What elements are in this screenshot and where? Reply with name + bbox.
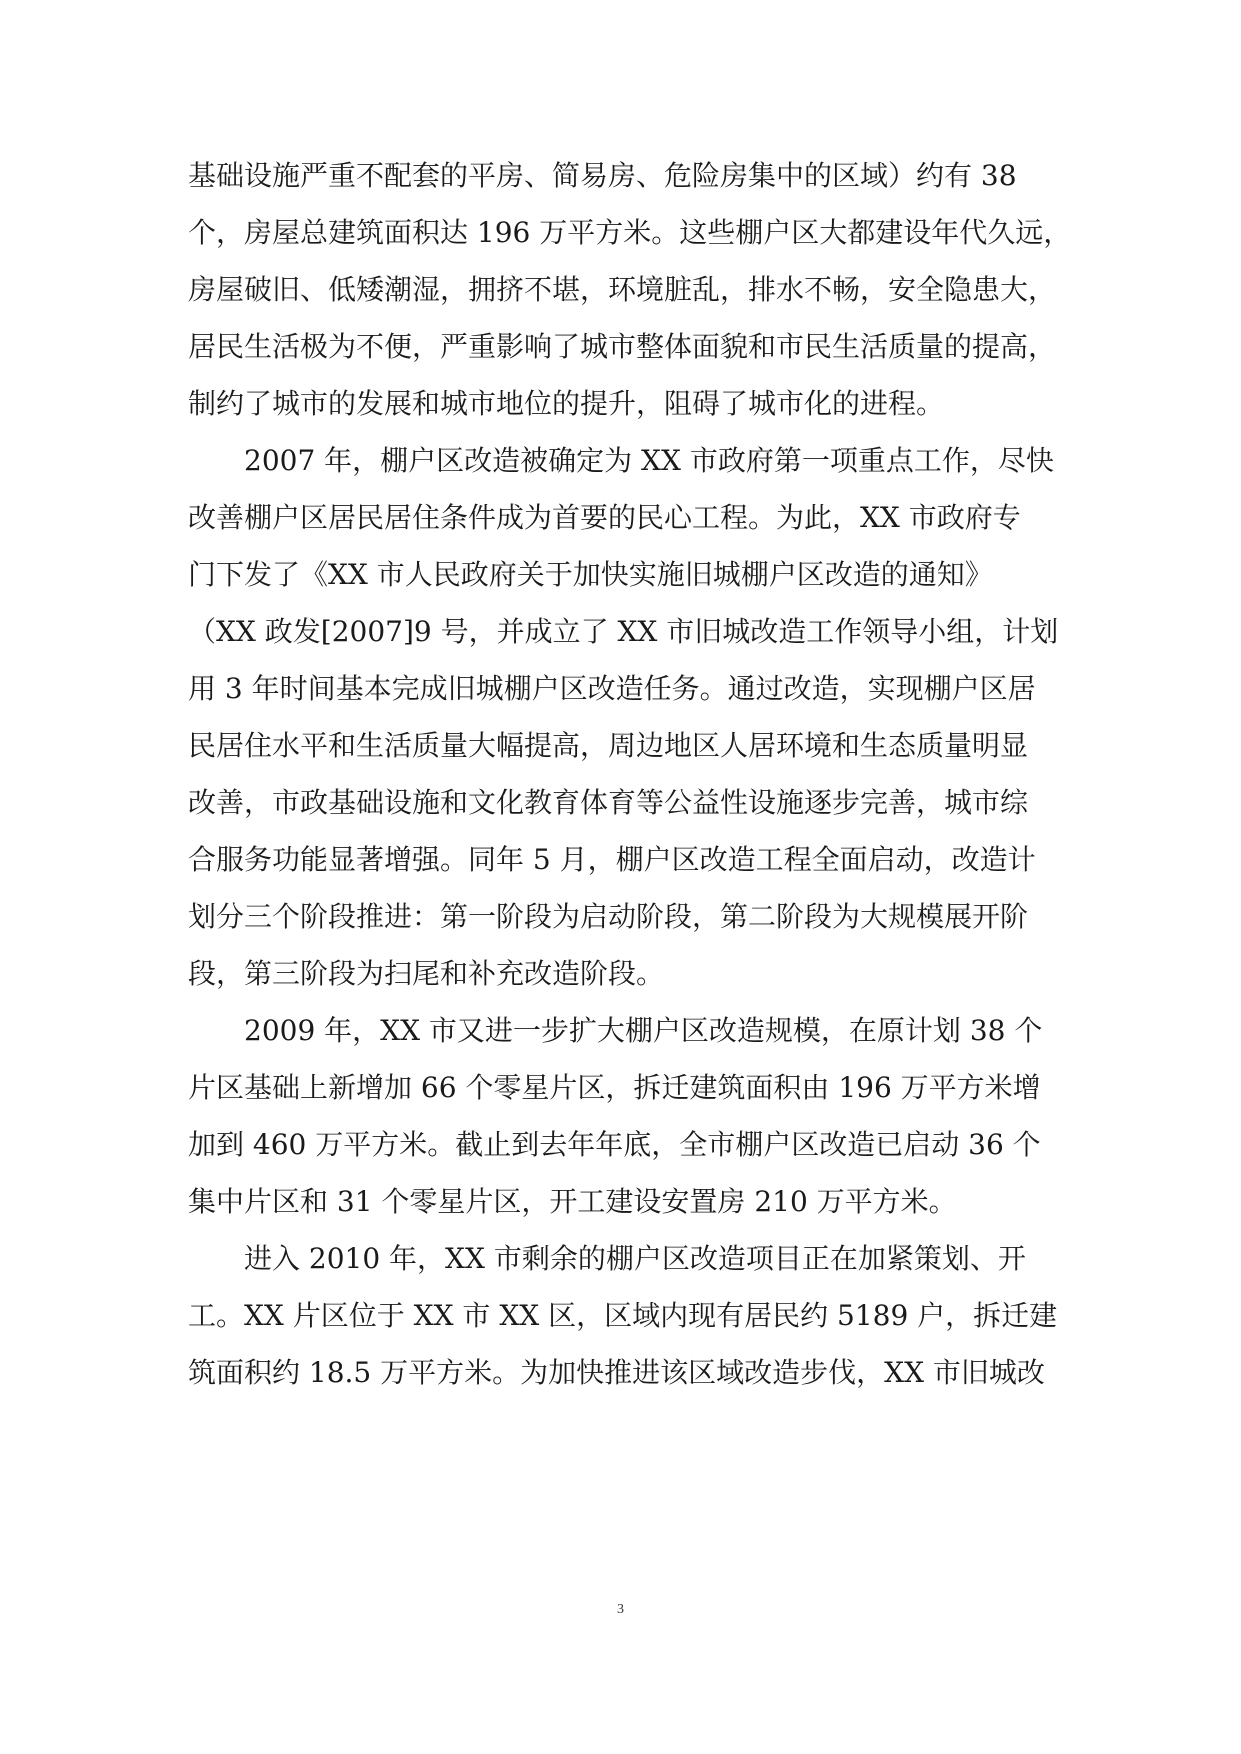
paragraph-first-line: 2007 年，棚户区改造被确定为 XX 市政府第一项重点工作，尽快	[244, 444, 1054, 477]
text-line: 民居住水平和生活质量大幅提高，周边地区人居环境和生态质量明显	[188, 729, 1029, 762]
page-number: 3	[617, 1602, 624, 1617]
text-line: 用 3 年时间基本完成旧城棚户区改造任务。通过改造，实现棚户区居	[188, 672, 1036, 705]
text-line: 合服务功能显著增强。同年 5 月，棚户区改造工程全面启动，改造计	[188, 843, 1036, 876]
text-line: 居民生活极为不便，严重影响了城市整体面貌和市民生活质量的提高，	[188, 330, 1057, 363]
text-line: 工。XX 片区位于 XX 市 XX 区，区域内现有居民约 5189 户，拆迁建	[188, 1299, 1058, 1332]
text-line: 房屋破旧、低矮潮湿，拥挤不堪，环境脏乱，排水不畅，安全隐患大，	[188, 273, 1057, 306]
text-line: 片区基础上新增加 66 个零星片区，拆迁建筑面积由 196 万平方米增	[188, 1071, 1041, 1104]
text-line: 划分三个阶段推进：第一阶段为启动阶段，第二阶段为大规模展开阶	[188, 900, 1029, 933]
text-line: 制约了城市的发展和城市地位的提升，阻碍了城市化的进程。	[188, 387, 945, 420]
paragraph-first-line: 2009 年，XX 市又进一步扩大棚户区改造规模，在原计划 38 个	[244, 1014, 1043, 1047]
text-line: 基础设施严重不配套的平房、简易房、危险房集中的区域）约有 38	[188, 159, 1017, 192]
text-line: 段，第三阶段为扫尾和补充改造阶段。	[188, 957, 665, 990]
text-line: 改善棚户区居民居住条件成为首要的民心工程。为此，XX 市政府专	[188, 501, 1021, 534]
text-line: 筑面积约 18.5 万平方米。为加快推进该区域改造步伐，XX 市旧城改	[188, 1356, 1045, 1389]
text-line: 加到 460 万平方米。截止到去年年底，全市棚户区改造已启动 36 个	[188, 1128, 1041, 1161]
text-line: （XX 政发[2007]9 号，并成立了 XX 市旧城改造工作领导小组，计划	[188, 615, 1059, 648]
text-line: 个，房屋总建筑面积达 196 万平方米。这些棚户区大都建设年代久远，	[188, 216, 1072, 249]
text-line: 改善，市政基础设施和文化教育体育等公益性设施逐步完善，城市综	[188, 786, 1029, 819]
text-line: 门下发了《XX 市人民政府关于加快实施旧城棚户区改造的通知》	[188, 558, 993, 591]
paragraph-first-line: 进入 2010 年，XX 市剩余的棚户区改造项目正在加紧策划、开	[244, 1242, 1026, 1275]
text-line: 集中片区和 31 个零星片区，开工建设安置房 210 万平方米。	[188, 1185, 957, 1218]
